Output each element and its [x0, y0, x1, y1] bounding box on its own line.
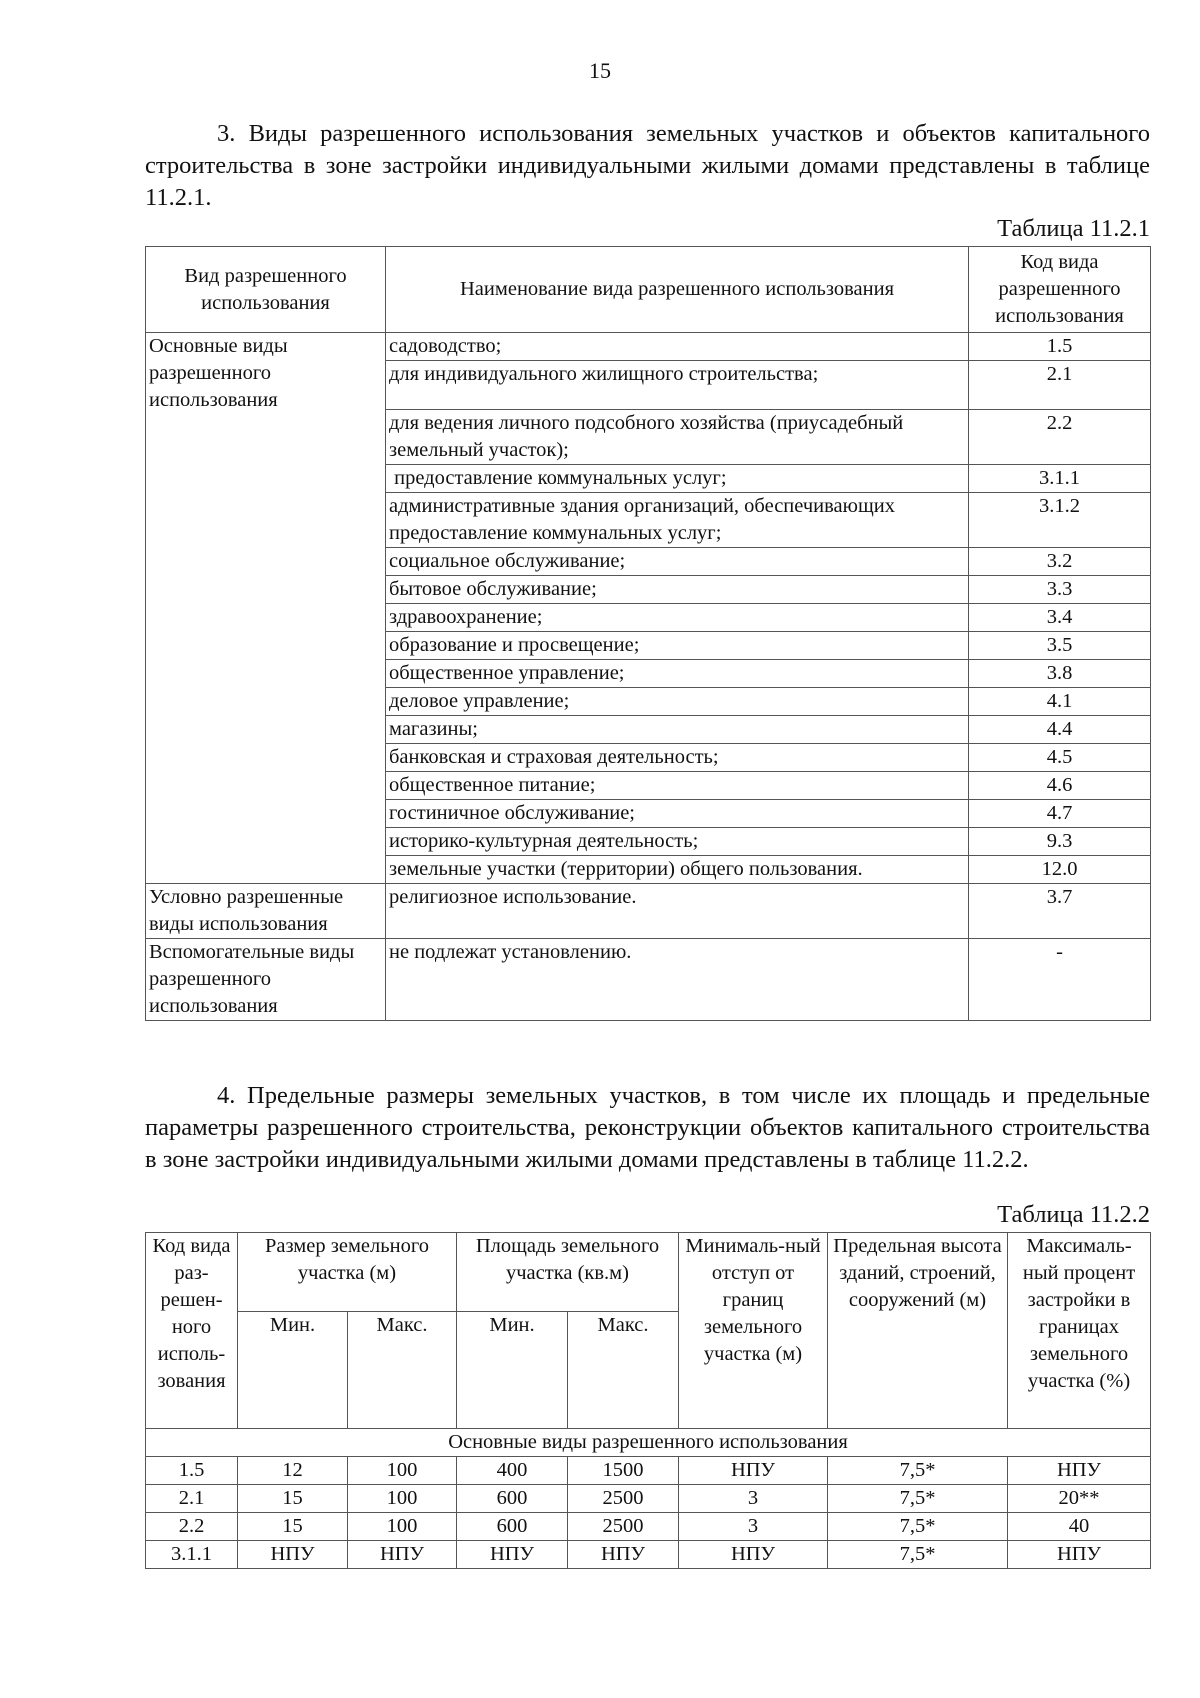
table-cell: НПУ [568, 1541, 679, 1569]
use-code-cell: 3.3 [969, 576, 1151, 604]
header-plot-area: Площадь земельного участка (кв.м) [457, 1233, 679, 1312]
table-cell: 15 [238, 1485, 348, 1513]
table-cell: 100 [348, 1457, 457, 1485]
header-size-max: Макс. [348, 1312, 457, 1429]
table-cell: 100 [348, 1485, 457, 1513]
use-name-cell: для ведения личного подсобного хозяйства (приусадебный земельный участок); [386, 410, 969, 465]
use-name-cell: историко-культурная деятельность; [386, 828, 969, 856]
use-name-cell: не подлежат установлению. [386, 939, 969, 1021]
use-code-cell: - [969, 939, 1151, 1021]
use-name-cell: банковская и страховая деятельность; [386, 744, 969, 772]
table-row [146, 939, 1151, 1021]
table-cell: 2.1 [146, 1485, 238, 1513]
table-cell: 15 [238, 1513, 348, 1541]
table-11-2-2-caption: Таблица 11.2.2 [997, 1201, 1150, 1228]
plot-parameters-table [145, 1232, 1151, 1569]
header-use-name: Наименование вида разрешенного использования [386, 247, 969, 333]
header-min-offset: Минималь-ный отступ от границ земельного участка (м) [679, 1233, 828, 1429]
table-cell: 7,5* [828, 1513, 1008, 1541]
use-code-cell: 2.2 [969, 410, 1151, 465]
table-cell: 40 [1008, 1513, 1151, 1541]
table-cell: 3 [679, 1485, 828, 1513]
use-code-cell: 1.5 [969, 333, 1151, 361]
table-row [146, 1541, 1151, 1569]
use-code-cell: 3.1.1 [969, 465, 1151, 493]
table-cell: 12 [238, 1457, 348, 1485]
table-cell: 1500 [568, 1457, 679, 1485]
use-code-cell: 4.4 [969, 716, 1151, 744]
table-cell: НПУ [238, 1541, 348, 1569]
table-header-row [146, 1233, 1151, 1312]
header-max-height: Предельная высота зданий, строений, сооружений (м) [828, 1233, 1008, 1429]
table-cell: 100 [348, 1513, 457, 1541]
use-code-cell: 3.1.2 [969, 493, 1151, 548]
use-name-cell: предоставление коммунальных услуг; [386, 465, 969, 493]
use-code-cell: 3.5 [969, 632, 1151, 660]
table-cell: НПУ [457, 1541, 568, 1569]
table-header-row [146, 247, 1151, 333]
permitted-use-table [145, 246, 1151, 1021]
use-name-cell: образование и просвещение; [386, 632, 969, 660]
header-area-min: Мин. [457, 1312, 568, 1429]
use-name-cell: деловое управление; [386, 688, 969, 716]
table-row [146, 333, 1151, 361]
use-code-cell: 3.2 [969, 548, 1151, 576]
table-row [146, 1485, 1151, 1513]
table-row [146, 884, 1151, 939]
header-area-max: Макс. [568, 1312, 679, 1429]
table-cell: 20** [1008, 1485, 1151, 1513]
group-label-conditional: Условно разрешенные виды использования [146, 884, 386, 939]
use-name-cell: для индивидуального жилищного строительства; [386, 361, 969, 410]
table-cell: 3 [679, 1513, 828, 1541]
use-name-cell: социальное обслуживание; [386, 548, 969, 576]
table-cell: 3.1.1 [146, 1541, 238, 1569]
use-name-cell: земельные участки (территории) общего пользования. [386, 856, 969, 884]
use-name-cell: магазины; [386, 716, 969, 744]
table-cell: НПУ [1008, 1457, 1151, 1485]
table-cell: 2500 [568, 1485, 679, 1513]
table-cell: НПУ [679, 1541, 828, 1569]
table-cell: 2500 [568, 1513, 679, 1541]
table-cell: 400 [457, 1457, 568, 1485]
use-name-cell: бытовое обслуживание; [386, 576, 969, 604]
header-use-type: Вид разрешенного использования [146, 247, 386, 333]
table-cell: 7,5* [828, 1541, 1008, 1569]
table-cell: 1.5 [146, 1457, 238, 1485]
header-plot-size: Размер земельного участка (м) [238, 1233, 457, 1312]
header-use-code: Код вида разрешенного использования [969, 247, 1151, 333]
header-code: Код вида раз-решен-ного исполь-зования [146, 1233, 238, 1429]
use-code-cell: 4.6 [969, 772, 1151, 800]
use-code-cell: 4.1 [969, 688, 1151, 716]
use-name-cell: религиозное использование. [386, 884, 969, 939]
table-cell: 2.2 [146, 1513, 238, 1541]
table-row [146, 1513, 1151, 1541]
header-size-min: Мин. [238, 1312, 348, 1429]
use-name-cell: административные здания организаций, обеспечивающих предоставление коммунальных услуг; [386, 493, 969, 548]
use-code-cell: 3.4 [969, 604, 1151, 632]
section-4-paragraph: 4. Предельные размеры земельных участков, в том числе их площадь и предельные параметры разрешенного строительства, реконструкции объектов капитального строительства в зоне застройки индивидуальными жилыми домами представлены в таблице 11.2.2. [145, 1082, 1150, 1173]
use-code-cell: 3.8 [969, 660, 1151, 688]
table-cell: 600 [457, 1513, 568, 1541]
header-max-percent: Максималь-ный процент застройки в границах земельного участка (%) [1008, 1233, 1151, 1429]
use-code-cell: 4.5 [969, 744, 1151, 772]
table-cell: 600 [457, 1485, 568, 1513]
table-cell: НПУ [1008, 1541, 1151, 1569]
use-code-cell: 4.7 [969, 800, 1151, 828]
use-name-cell: гостиничное обслуживание; [386, 800, 969, 828]
use-name-cell: общественное управление; [386, 660, 969, 688]
table-cell: 7,5* [828, 1457, 1008, 1485]
table-row [146, 1457, 1151, 1485]
use-code-cell: 3.7 [969, 884, 1151, 939]
use-name-cell: садоводство; [386, 333, 969, 361]
table-11-2-1-caption: Таблица 11.2.1 [997, 215, 1150, 242]
table-cell: НПУ [679, 1457, 828, 1485]
group-label-auxiliary: Вспомогательные виды разрешенного использования [146, 939, 386, 1021]
use-code-cell: 2.1 [969, 361, 1151, 410]
use-name-cell: здравоохранение; [386, 604, 969, 632]
use-code-cell: 12.0 [969, 856, 1151, 884]
use-code-cell: 9.3 [969, 828, 1151, 856]
page-number: 15 [589, 58, 611, 83]
section-row [146, 1429, 1151, 1457]
table-cell: НПУ [348, 1541, 457, 1569]
section-label: Основные виды разрешенного использования [146, 1429, 1151, 1457]
section-3-paragraph: 3. Виды разрешенного использования земельных участков и объектов капитального строительства в зоне застройки индивидуальными жилыми домами представлены в таблице 11.2.1. [145, 120, 1150, 211]
use-name-cell: общественное питание; [386, 772, 969, 800]
table-cell: 7,5* [828, 1485, 1008, 1513]
group-label-main: Основные виды разрешенного использования [146, 333, 386, 884]
